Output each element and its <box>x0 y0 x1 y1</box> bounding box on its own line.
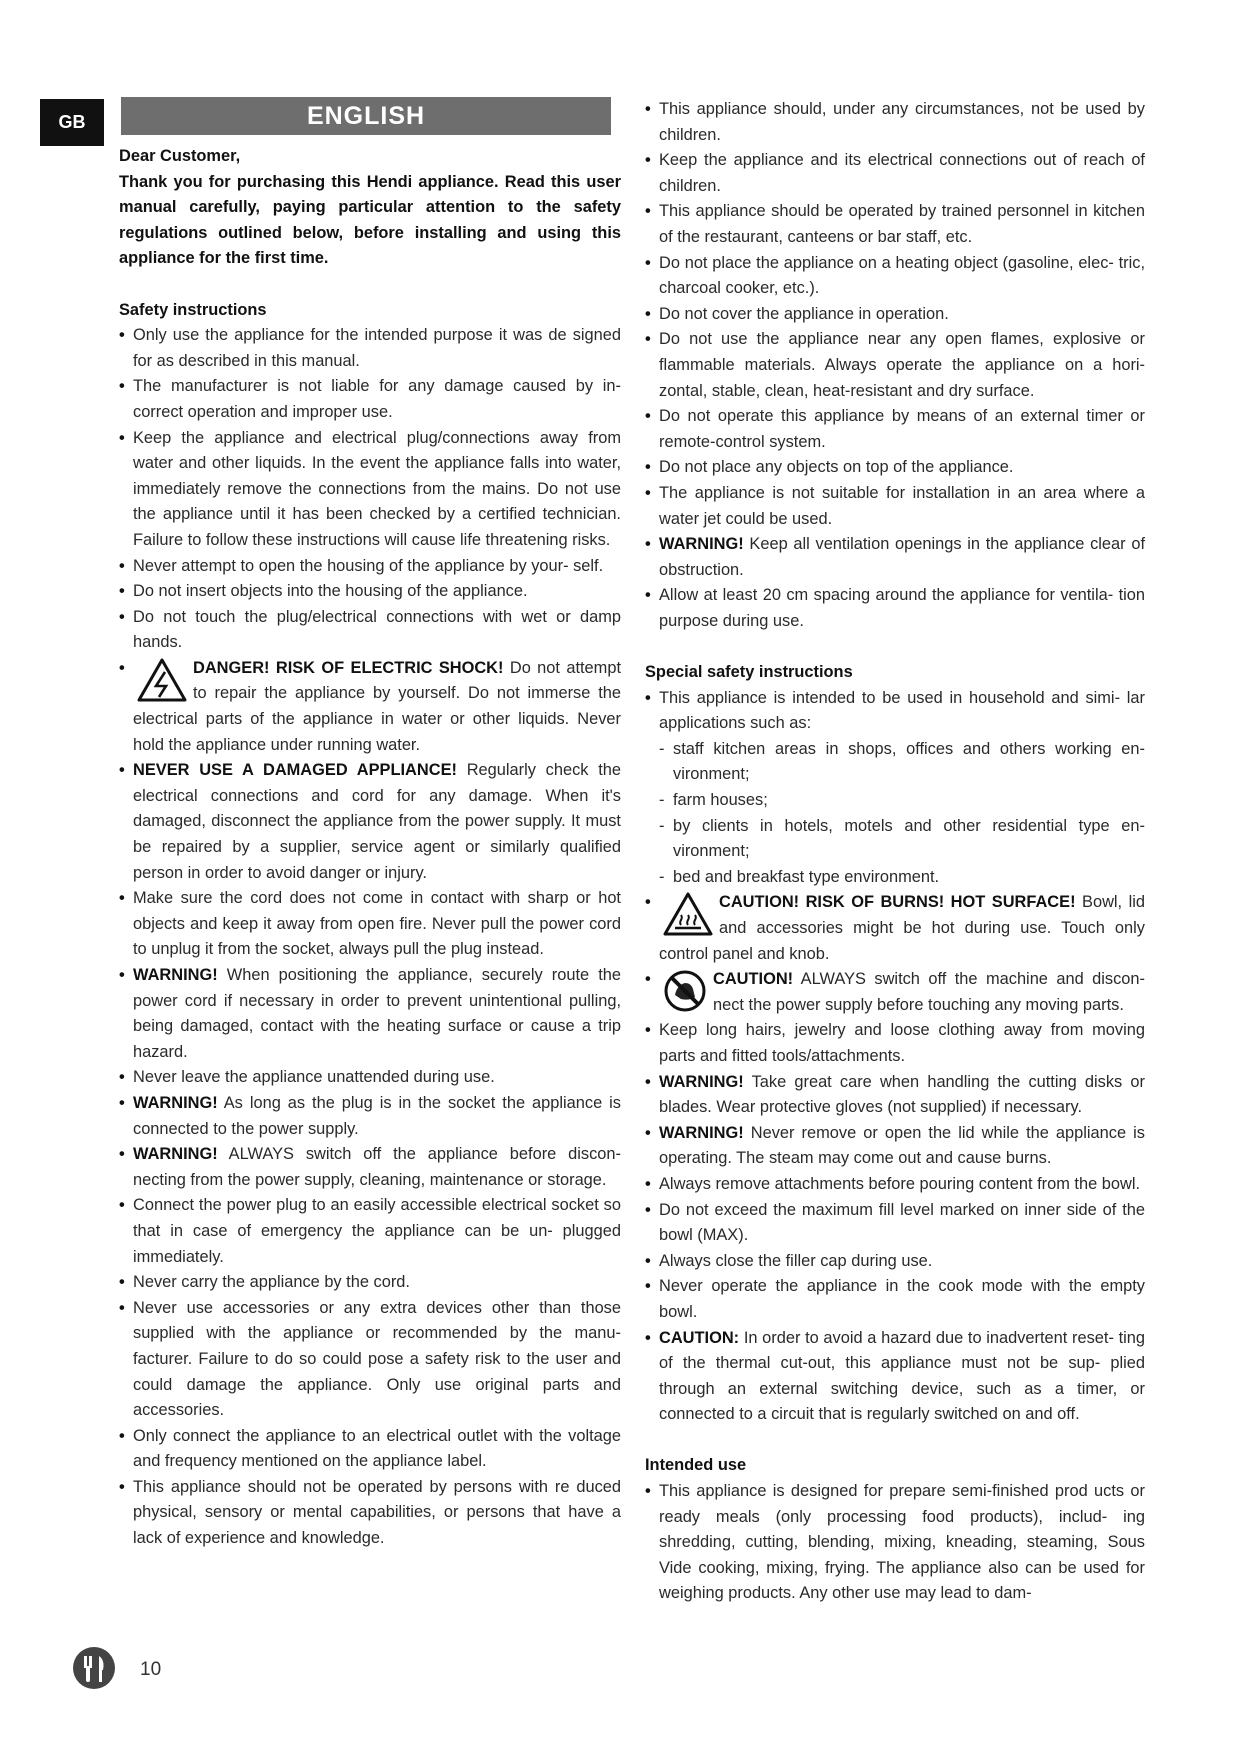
special-intro-text: This appliance is intended to be used in household and simi- lar applications such as: <box>659 688 1145 733</box>
list-item: • Never attempt to open the housing of the appliance by your- self. <box>119 554 621 580</box>
left-column <box>119 144 621 1552</box>
list-item: • This appliance should, under any circumstances, not be used by children. <box>645 97 1145 148</box>
list-item: • Do not use the appliance near any open flames, explosive or flammable materials. Always operate the appliance on a hori- zontal, stable, clean, heat-resistant and dry surface. <box>645 327 1145 404</box>
dash-item: - bed and breakfast type environment. <box>659 865 1145 891</box>
dash-item: - staff kitchen areas in shops, offices and others working en- vironment; <box>659 737 1145 788</box>
list-item: • Never use accessories or any extra devices other than those supplied with the appliance or recommended by the manu- facturer. Failure to do so could pose a safety risk to the user and could damage the appliance. Only use original parts and accessories. <box>119 1296 621 1424</box>
language-tab <box>40 99 104 146</box>
list-item: • This appliance is designed for prepare semi-finished prod ucts or ready meals (only processing food products), includ- ing shredding, cutting, blending, mixing, kneading, steaming, Sous Vide cooking, mixing, frying. The appliance also can be used for weighing products. Any other use may lead to dam- <box>645 1479 1145 1607</box>
warning-label: WARNING! <box>133 1093 218 1112</box>
list-item-warning <box>119 1091 621 1142</box>
list-item: • Do not cover the appliance in operation. <box>645 302 1145 328</box>
list-item: • Never operate the appliance in the cook mode with the empty bowl. <box>645 1274 1145 1325</box>
warning-label: WARNING! <box>659 1123 744 1142</box>
caution-label: CAUTION: <box>659 1328 740 1347</box>
list-item-warning <box>645 1121 1145 1172</box>
danger-label: DANGER! RISK OF ELECTRIC SHOCK! <box>193 658 504 677</box>
list-item: • This appliance should not be operated by persons with re duced physical, sensory or mental capabilities, or persons that have a lack of experience and knowledge. <box>119 1475 621 1552</box>
list-item: • Do not place the appliance on a heating object (gasoline, elec- tric, charcoal cooker, etc.). <box>645 251 1145 302</box>
list-item: • Never carry the appliance by the cord. <box>119 1270 621 1296</box>
danger-text: Do not attempt to repair the appliance by yourself. Do not immerse the electrical parts of the appliance in water or other liquids. Never hold the appliance under running water. <box>133 658 621 754</box>
electric-shock-warning-icon <box>137 658 187 702</box>
cutlery-icon <box>72 1646 116 1690</box>
warning-label: WARNING! <box>659 535 744 554</box>
warning-text: As long as the plug is in the socket the appliance is connected to the power supply. <box>133 1093 621 1138</box>
list-item-caution <box>645 1326 1145 1428</box>
list-item: • Do not insert objects into the housing of the appliance. <box>119 579 621 605</box>
hot-surface-warning-icon <box>663 892 713 936</box>
environment-list <box>645 737 1145 891</box>
caution-text: ALWAYS switch off the machine and discon- nect the power supply before touching any moving parts. <box>713 970 1145 1014</box>
warning-text: Take great care when handling the cutting disks or blades. Wear protective gloves (not supplied) if necessary. <box>659 1072 1146 1117</box>
list-item-warning <box>645 532 1145 583</box>
language-title-bar <box>121 97 611 135</box>
warning-text: When positioning the appliance, securely route the power cord if necessary in order to prevent unintentional pulling, being damaged, contact with the heating surface or cause a trip hazard. <box>133 966 621 1061</box>
intended-use-list <box>645 1479 1145 1607</box>
list-item: • Keep the appliance and its electrical connections out of reach of children. <box>645 148 1145 199</box>
list-item-warning <box>119 1142 621 1193</box>
list-item: • Always close the filler cap during use. <box>645 1249 1145 1275</box>
list-item-warning <box>119 963 621 1065</box>
list-item: • Never leave the appliance unattended during use. <box>119 1065 621 1091</box>
safety-list <box>119 323 621 1552</box>
list-item: • Do not place any objects on top of the appliance. <box>645 455 1145 481</box>
list-item-damaged <box>119 758 621 886</box>
list-item: • The manufacturer is not liable for any damage caused by in- correct operation and improper use. <box>119 374 621 425</box>
intro-text: Thank you for purchasing this Hendi appliance. Read this user manual carefully, paying particular attention to the safety regulations outlined below, before installing and using this appliance for the first time. <box>119 172 621 268</box>
list-item: • Do not exceed the maximum fill level marked on inner side of the bowl (MAX). <box>645 1198 1145 1249</box>
no-touch-moving-parts-icon <box>663 969 707 1013</box>
warning-text: ALWAYS switch off the appliance before discon- necting from the power supply, cleaning, maintenance or storage. <box>133 1145 621 1189</box>
safety-list-continued <box>645 97 1145 634</box>
list-item: • Allow at least 20 cm spacing around the appliance for ventila- tion purpose during use. <box>645 583 1145 634</box>
language-tab-label: GB <box>58 112 86 132</box>
list-item: • Connect the power plug to an easily accessible electrical socket so that in case of emergency the appliance can be un- plugged immediately. <box>119 1193 621 1270</box>
dash-item: - farm houses; <box>659 788 1145 814</box>
list-item-burns <box>645 890 1145 967</box>
list-item-warning <box>645 1070 1145 1121</box>
damaged-text: Regularly check the electrical connections and cord for any damage. When it's damaged, disconnect the appliance from the power supply. It must be repaired by a supplier, service agent or similarly qualified person in order to avoid danger or injury. <box>133 761 622 882</box>
burns-text: Bowl, lid and accessories might be hot during use. Touch only control panel and knob. <box>659 893 1145 963</box>
list-item: • The appliance is not suitable for installation in an area where a water jet could be used. <box>645 481 1145 532</box>
special-heading: Special safety instructions <box>645 663 853 682</box>
warning-text: Keep all ventilation openings in the appliance clear of obstruction. <box>659 535 1145 579</box>
list-item: • Do not operate this appliance by means of an external timer or remote-control system. <box>645 404 1145 455</box>
greeting: Dear Customer, <box>119 147 241 165</box>
right-column <box>645 97 1145 1607</box>
intro <box>119 144 621 272</box>
list-item-caution <box>645 967 1145 1018</box>
page-number: 10 <box>140 1659 162 1680</box>
damaged-label: NEVER USE A DAMAGED APPLIANCE! <box>133 761 457 780</box>
list-item: • Do not touch the plug/electrical connections with wet or damp hands. <box>119 605 621 656</box>
list-item: • Always remove attachments before pouring content from the bowl. <box>645 1172 1145 1198</box>
list-item <box>645 686 1145 891</box>
list-item: • This appliance should be operated by trained personnel in kitchen of the restaurant, canteens or bar staff, etc. <box>645 199 1145 250</box>
list-item: • Keep the appliance and electrical plug/connections away from water and other liquids. In the event the appliance falls into water, immediately remove the connections from the mains. Do not use the appliance until it has been checked by a certified technician. Failure to follow these instructions will cause life threatening risks. <box>119 426 621 554</box>
list-item: • Only connect the appliance to an electrical outlet with the voltage and frequency mentioned on the appliance label. <box>119 1424 621 1475</box>
list-item: • Keep long hairs, jewelry and loose clothing away from moving parts and fitted tools/attachments. <box>645 1018 1145 1069</box>
caution-label: CAUTION! <box>713 970 794 989</box>
list-item-danger <box>119 656 621 758</box>
list-item: • Make sure the cord does not come in contact with sharp or hot objects and keep it away from open fire. Never pull the power cord to unplug it from the socket, always pull the plug instead. <box>119 886 621 963</box>
warning-label: WARNING! <box>133 1145 218 1164</box>
warning-label: WARNING! <box>659 1072 744 1091</box>
list-item: • Only use the appliance for the intended purpose it was de signed for as described in this manual. <box>119 323 621 374</box>
warning-text: Never remove or open the lid while the appliance is operating. The steam may come out and cause burns. <box>659 1123 1145 1168</box>
warning-label: WARNING! <box>133 966 218 984</box>
language-title: ENGLISH <box>306 101 426 130</box>
special-list <box>645 686 1145 1428</box>
dash-item: - by clients in hotels, motels and other residential type en- vironment; <box>659 814 1145 865</box>
caution-text: In order to avoid a hazard due to inadvertent reset- ting of the thermal cut-out, this appliance must not be sup- plied through an external switching device, such as a timer, or connected to a circuit that is regularly switched on and off. <box>659 1328 1145 1424</box>
safety-heading: Safety instructions <box>119 300 267 319</box>
burns-label: CAUTION! RISK OF BURNS! HOT SURFACE! <box>719 893 1076 912</box>
intended-use-heading: Intended use <box>645 1456 747 1475</box>
